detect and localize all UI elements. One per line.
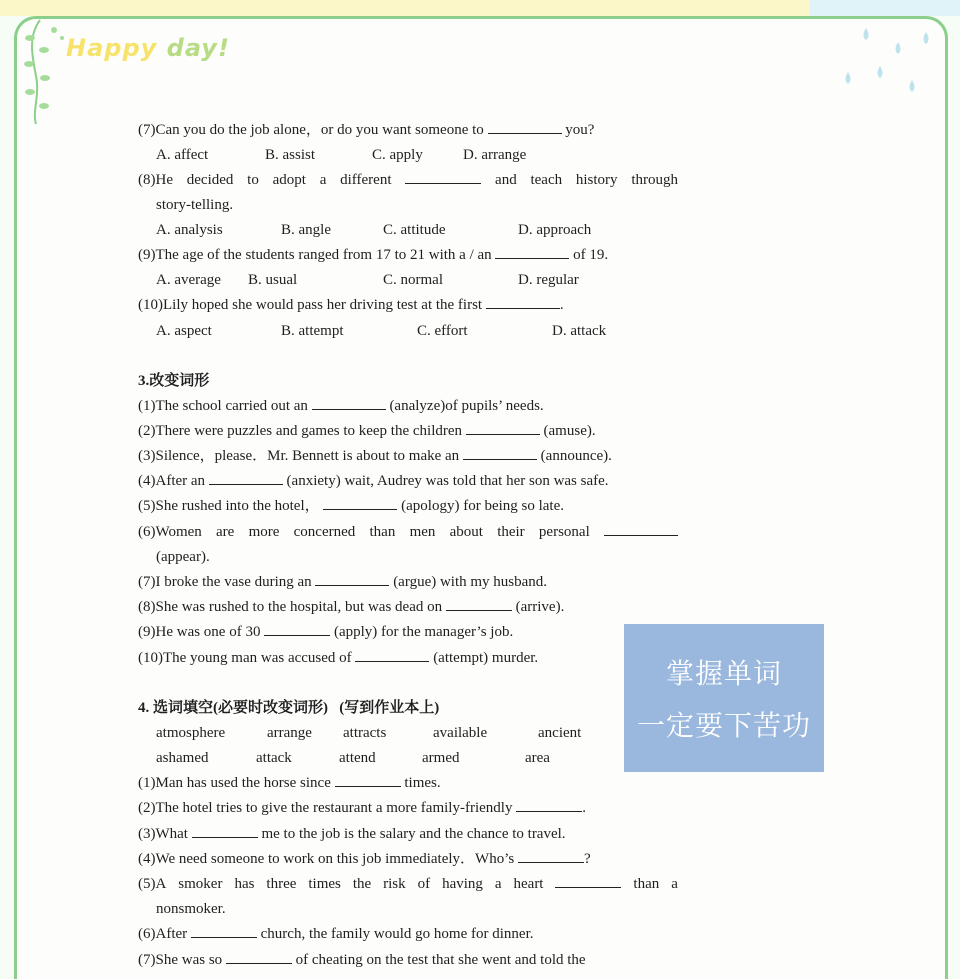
section3-title: 3.改变词形 [138, 373, 210, 389]
s3-item-6: (6)Women are more concerned than men about their personal [138, 523, 678, 541]
section4-title: 4. 选词填空(必要时改变词形) (写到作业本上) [138, 700, 440, 716]
q2-9-option-c: C. normal [383, 272, 443, 288]
day-word: day! [166, 34, 230, 62]
q2-9-option-d: D. regular [518, 272, 579, 288]
s3-item-5: (5)She rushed into the hotel， (apology) for being so late. [138, 498, 565, 514]
s4-item-5: (5)A smoker has three times the risk of having a heart than a [138, 876, 678, 892]
word-bank-ashamed: ashamed [156, 750, 209, 766]
q2-7-option-d: D. arrange [463, 147, 527, 163]
word-bank-armed: armed [422, 750, 460, 766]
s3-item-1: (1)The school carried out an (analyze)of pupils’ needs. [138, 398, 544, 414]
s3-item-10: (10)The young man was accused of (attempt) murder. [138, 650, 539, 666]
q2-9-option-b: B. usual [248, 272, 298, 288]
note-line-1: 掌握单词 [665, 657, 782, 690]
word-bank-attend: attend [339, 750, 376, 766]
s3-item-9: (9)He was one of 30 (apply) for the manager’s job. [138, 624, 514, 640]
s4-item-6: (6)After church, the family would go home for dinner. [138, 926, 534, 942]
happy-day-logo [66, 34, 230, 62]
vine-decoration-icon [18, 16, 78, 126]
q2-7-option-c: C. apply [372, 147, 423, 163]
s3-item-8: (8)She was rushed to the hospital, but was dead on (arrive). [138, 599, 565, 615]
q2-9-option-a: A. average [156, 272, 221, 288]
q2-7-option-b: B. assist [265, 147, 316, 163]
raindrops-decoration-icon [836, 24, 946, 124]
q2-10-option-a: A. aspect [156, 323, 212, 339]
q2-10-option-c: C. effort [417, 323, 468, 339]
word-bank-ancient: ancient [538, 725, 582, 741]
s3-item-2: (2)There were puzzles and games to keep the children (amuse). [138, 423, 596, 439]
word-bank-arrange: arrange [267, 725, 312, 741]
q2-8-option-d: D. approach [518, 222, 592, 238]
word-bank-atmosphere: atmosphere [156, 725, 226, 741]
word-bank-available: available [433, 725, 488, 741]
q2-10: (10)Lily hoped she would pass her driving test at the first . [138, 297, 564, 313]
s3-item-7: (7)I broke the vase during an (argue) with my husband. [138, 574, 548, 590]
s4-item-4: (4)We need someone to work on this job immediately．Who’s ? [138, 851, 591, 867]
q2-8-cont: story-telling. [156, 197, 234, 213]
word-bank-area: area [525, 750, 550, 766]
word-bank-attack: attack [256, 750, 292, 766]
q2-10-option-b: B. attempt [281, 323, 344, 339]
q2-7: (7)Can you do the job alone，or do you want someone to you? [138, 122, 595, 138]
s4-item-1: (1)Man has used the horse since times. [138, 775, 441, 791]
note-line-2: 一定要下苦功 [636, 709, 811, 742]
s4-item-5-cont: nonsmoker. [156, 901, 226, 917]
word-bank-attracts: attracts [343, 725, 387, 741]
top-color-band-right [810, 0, 960, 16]
q2-8-option-a: A. analysis [156, 222, 223, 238]
s3-item-4: (4)After an (anxiety) wait, Audrey was told that her son was safe. [138, 473, 609, 489]
s4-item-7: (7)She was so of cheating on the test that she went and told the [138, 952, 586, 968]
s3-item-3: (3)Silence，please．Mr. Bennett is about to make an (announce). [138, 448, 612, 464]
q2-8: (8)He decided to adopt a different and teach history through [138, 172, 678, 188]
q2-7-option-a: A. affect [156, 147, 209, 163]
study-tip-note [624, 624, 824, 772]
q2-10-option-d: D. attack [552, 323, 607, 339]
s3-item-6-cont: (appear). [156, 549, 210, 565]
q2-8-option-b: B. angle [281, 222, 331, 238]
s4-item-2: (2)The hotel tries to give the restaurant a more family-friendly . [138, 800, 586, 816]
q2-8-option-c: C. attitude [383, 222, 446, 238]
happy-word: Happy [66, 34, 158, 62]
s4-item-3: (3)What me to the job is the salary and the chance to travel. [138, 826, 566, 842]
q2-9: (9)The age of the students ranged from 17 to 21 with a / an of 19. [138, 247, 609, 263]
